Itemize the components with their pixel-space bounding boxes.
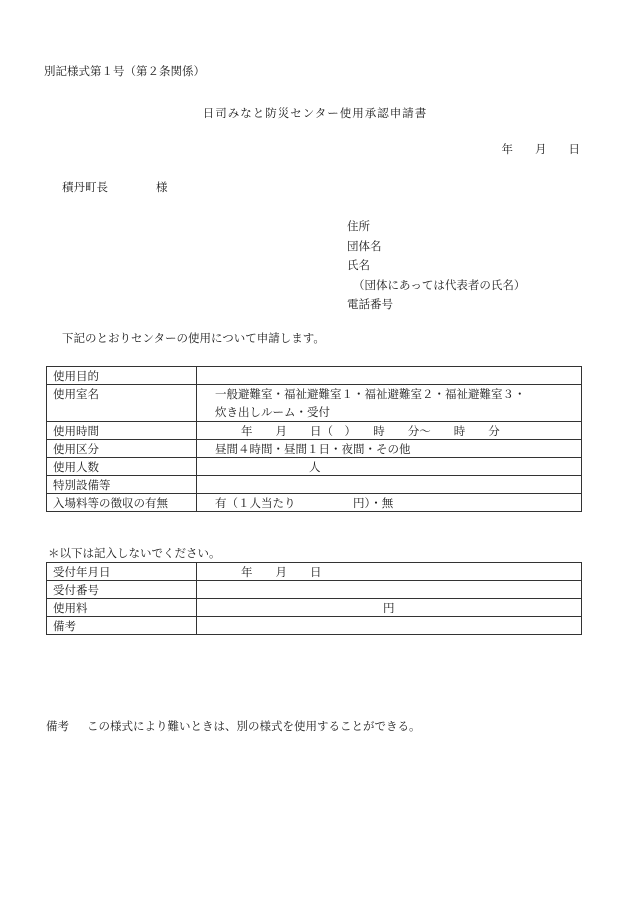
table-row xyxy=(47,563,582,581)
people-field[interactable]: 人 xyxy=(197,458,582,476)
form-reference: 別記様式第１号（第２条関係） xyxy=(44,64,205,78)
received-number-field[interactable] xyxy=(197,581,582,599)
equipment-field[interactable] xyxy=(197,476,582,494)
table-row xyxy=(47,440,582,458)
remarks-field[interactable] xyxy=(197,617,582,635)
office-use-note: ＊以下は記入しないでください。 xyxy=(48,546,221,560)
date-day: 日 xyxy=(568,142,580,156)
addressee xyxy=(62,179,168,195)
table-row xyxy=(47,458,582,476)
footer-remark-label: 備考 xyxy=(46,719,69,733)
usage-fee-field[interactable]: 円 xyxy=(197,599,582,617)
date-month: 月 xyxy=(535,142,547,156)
table-row xyxy=(47,367,582,385)
addressee-name: 積丹町長 xyxy=(62,180,108,194)
applicant-block xyxy=(347,217,525,315)
document-title: 日司みなと防災センター使用承認申請書 xyxy=(202,106,428,120)
table-row xyxy=(47,581,582,599)
purpose-label: 使用目的 xyxy=(47,367,197,385)
table-row xyxy=(47,494,582,512)
table-row xyxy=(47,422,582,440)
applicant-phone-label: 電話番号 xyxy=(347,297,393,312)
equipment-label: 特別設備等 xyxy=(47,476,197,494)
time-field[interactable]: 年 月 日（ ） 時 分～ 時 分 xyxy=(197,422,582,440)
footer-remark-text: この様式により難いときは、別の様式を使用することができる。 xyxy=(87,719,421,733)
received-number-label: 受付番号 xyxy=(47,581,197,599)
room-label: 使用室名 xyxy=(47,385,197,422)
date-year: 年 xyxy=(501,142,513,156)
table-row xyxy=(47,599,582,617)
category-field[interactable]: 昼間４時間・昼間１日・夜間・その他 xyxy=(197,440,582,458)
received-date-label: 受付年月日 xyxy=(47,563,197,581)
applicant-name-label: 氏名 xyxy=(347,258,370,273)
purpose-field[interactable] xyxy=(197,367,582,385)
room-options-line1: 一般避難室・福祉避難室１・福祉避難室２・福祉避難室３・ xyxy=(215,387,526,401)
time-label: 使用時間 xyxy=(47,422,197,440)
fee-label: 入場料等の徴収の有無 xyxy=(47,494,197,512)
applicant-address-label: 住所 xyxy=(347,219,370,233)
addressee-honorific: 様 xyxy=(156,180,168,194)
remarks-label: 備考 xyxy=(47,617,197,635)
usage-fee-label: 使用料 xyxy=(47,599,197,617)
table-row xyxy=(47,385,582,422)
table-row xyxy=(47,476,582,494)
room-options-line2: 炊き出しルーム・受付 xyxy=(215,405,330,419)
application-date xyxy=(502,141,581,157)
application-table xyxy=(46,366,582,512)
people-label: 使用人数 xyxy=(47,458,197,476)
intro-text: 下記のとおりセンターの使用について申請します。 xyxy=(62,331,325,345)
applicant-name-note: （団体にあっては代表者の氏名） xyxy=(353,277,526,292)
table-row xyxy=(47,617,582,635)
applicant-group-label: 団体名 xyxy=(347,238,382,253)
category-label: 使用区分 xyxy=(47,440,197,458)
footer-remark xyxy=(46,718,421,734)
office-use-table xyxy=(46,562,582,635)
room-field[interactable] xyxy=(197,385,582,422)
fee-field[interactable]: 有（１人当たり 円）・無 xyxy=(197,494,582,512)
received-date-field[interactable]: 年 月 日 xyxy=(197,563,582,581)
